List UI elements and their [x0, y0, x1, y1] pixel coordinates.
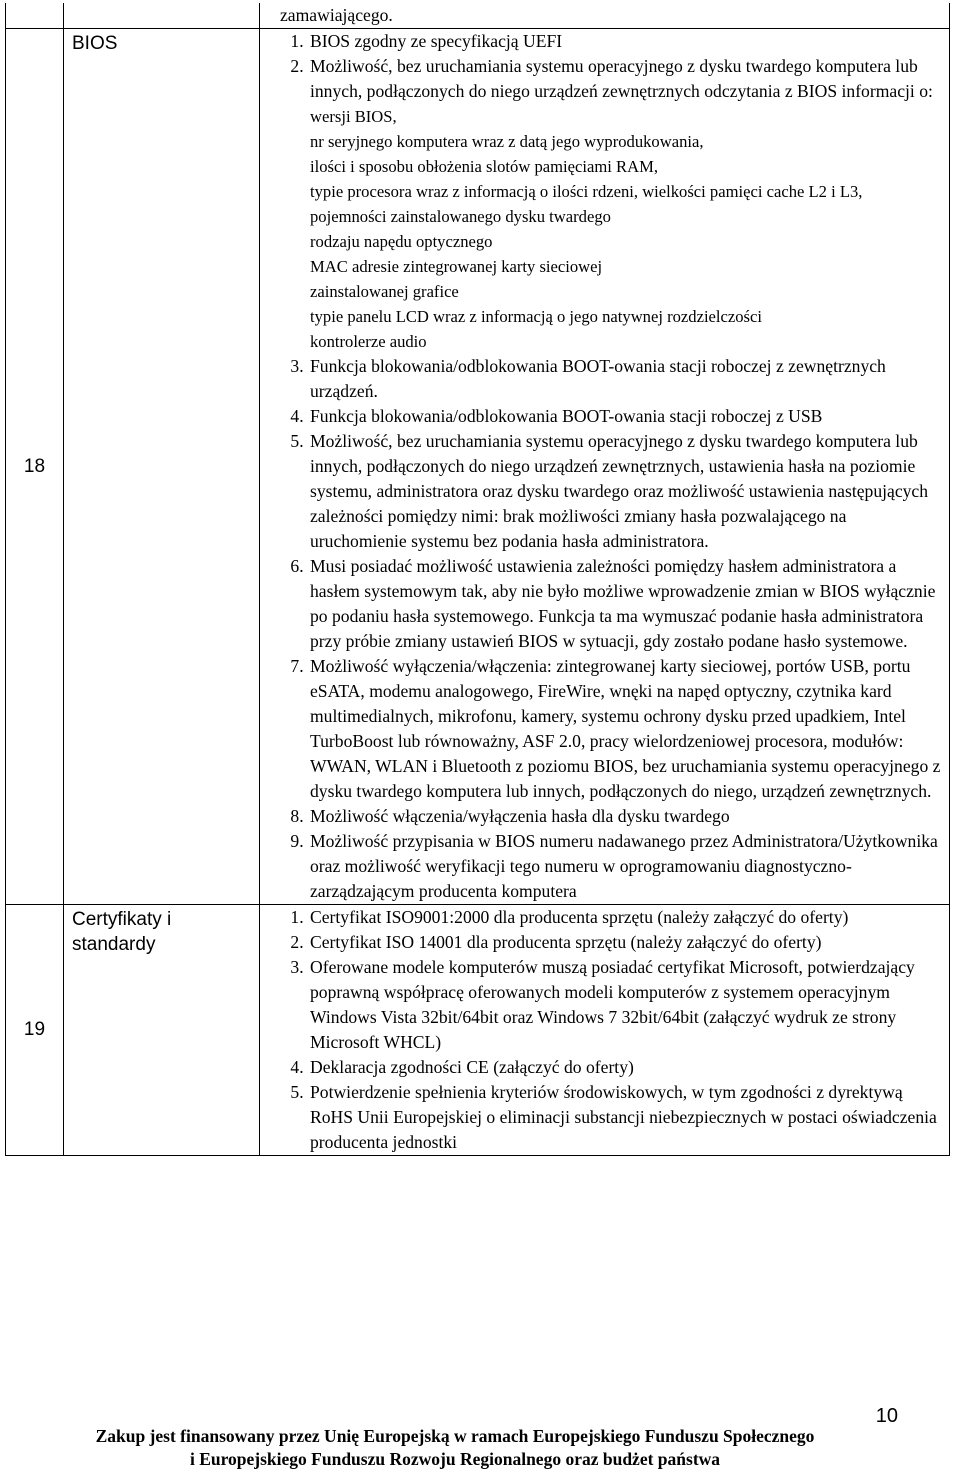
table-row — [6, 29, 950, 905]
list-subitem: typie panelu LCD wraz z informacją o jego natywnej rozdzielczości — [310, 307, 762, 326]
list-item-text: Możliwość włączenia/wyłączenia hasła dla dysku twardego — [310, 806, 730, 826]
list-subitem: typie procesora wraz z informacją o ilości rdzeni, wielkości pamięci cache L2 i L3, — [310, 182, 863, 201]
list-item — [308, 429, 943, 554]
list-item-text: Możliwość przypisania w BIOS numeru nadawanego przez Administratora/Użytkownika oraz możliwość weryfikacji tego numeru w oprogramowaniu diagnostyczno-zarządzającym producenta komputera — [310, 831, 938, 901]
row-number: 18 — [6, 29, 64, 905]
list-item — [308, 804, 943, 829]
list-item — [308, 955, 943, 1055]
list-item-text: Deklaracja zgodności CE (załączyć do oferty) — [310, 1057, 634, 1077]
list-subitem: MAC adresie zintegrowanej karty sieciowej — [310, 257, 603, 276]
footer-line-1: Zakup jest finansowany przez Unię Europejską w ramach Europejskiego Funduszu Społecznego — [95, 1426, 815, 1446]
list-subitem: pojemności zainstalowanego dysku twardego — [310, 207, 611, 226]
list-item-text: Oferowane modele komputerów muszą posiadać certyfikat Microsoft, potwierdzający poprawną współpracę oferowanych modeli komputerów z systemem operacyjnym Windows Vista 32bit/64bit oraz Windows 7 32bit/64bit (załączyć wydruk ze strony Microsoft WHCL) — [310, 957, 915, 1052]
footer-line-2: i Europejskiego Funduszu Rozwoju Regionalnego oraz budżet państwa — [189, 1449, 721, 1469]
list-item — [308, 905, 943, 930]
row-name: BIOS — [64, 29, 260, 905]
list-subitem: ilości i sposobu obłożenia slotów pamięciami RAM, — [310, 157, 658, 176]
list-item — [308, 930, 943, 955]
list-item-text: Certyfikat ISO 14001 dla producenta sprzętu (należy załączyć do oferty) — [310, 932, 822, 952]
cell-number-empty — [6, 3, 64, 29]
list-item — [308, 1080, 943, 1155]
list-item — [308, 29, 943, 54]
row-number: 19 — [6, 905, 64, 1156]
cell-name-empty — [64, 3, 260, 29]
list-item-text: Funkcja blokowania/odblokowania BOOT-owania stacji roboczej z USB — [310, 406, 823, 426]
table-row — [6, 905, 950, 1156]
list-item — [308, 354, 943, 404]
row-name: Certyfikaty i standardy — [64, 905, 260, 1156]
list-subitem: zainstalowanej grafice — [310, 282, 459, 301]
list-subitem: kontrolerze audio — [310, 332, 427, 351]
list-item — [308, 829, 943, 904]
prev-fragment: zamawiającego. — [280, 5, 393, 25]
list-item — [308, 1055, 943, 1080]
list-item-text: Możliwość wyłączenia/włączenia: zintegrowanej karty sieciowej, portów USB, portu eSATA, modemu analogowego, FireWire, wnęki na napęd optyczny, czytnika kard multimedialnych, mikrofonu, kamery, systemu ochrony dysku przed upadkiem, Intel TurboBoost lub równoważny, ASF 2.0, pracy wielordzeniowej procesora, modułów: WWAN, WLAN i Bluetooth z poziomu BIOS, bez uruchamiania systemu operacyjnego z dysku twardego komputera lub innych, podłączonych do niego, urządzeń zewnętrznych. — [310, 656, 941, 801]
row-description — [260, 29, 950, 905]
list-item-text: Musi posiadać możliwość ustawienia zależności pomiędzy hasłem administratora a hasłem systemowym tak, aby nie było możliwe wprowadzenie zmian w BIOS wyłącznie po podaniu hasła systemowego. Funkcja ta ma wymuszać podanie hasła administratora przy próbie zmiany ustawień BIOS w sytuacji, gdy zostało podane hasło systemowe. — [310, 556, 936, 651]
specification-table — [5, 3, 950, 1156]
list-item — [308, 404, 943, 429]
list-item-text: Potwierdzenie spełnienia kryteriów środowiskowych, w tym zgodności z dyrektywą RoHS Unii Europejskiej o eliminacji substancji niebezpiecznych w postaci oświadczenia producenta jednostki — [310, 1082, 937, 1152]
list-item-text: Funkcja blokowania/odblokowania BOOT-owania stacji roboczej z zewnętrznych urządzeń. — [310, 356, 886, 401]
list-item — [308, 554, 943, 654]
list-subitem: nr seryjnego komputera wraz z datą jego wyprodukowania, — [310, 132, 704, 151]
list-item-text: Certyfikat ISO9001:2000 dla producenta sprzętu (należy załączyć do oferty) — [310, 907, 849, 927]
list-item-text: Możliwość, bez uruchamiania systemu operacyjnego z dysku twardego komputera lub innych, podłączonych do niego urządzeń zewnętrznych, ustawienia hasła na poziomie systemu, administratora oraz dysku twardego oraz możliwość ustawienia następujących zależności pomiędzy nimi: brak możliwości zmiany hasła pozwalającego na uruchomienie systemu bez podania hasła administratora. — [310, 431, 929, 551]
footer — [0, 1425, 910, 1471]
page-number: 10 — [875, 1405, 898, 1427]
list-subitem: rodzaju napędu optycznego — [310, 232, 493, 251]
list-subitem: wersji BIOS, — [310, 107, 397, 126]
list-item-text: BIOS zgodny ze specyfikacją UEFI — [310, 31, 563, 51]
list-item — [308, 654, 943, 804]
cell-description — [260, 3, 950, 29]
row-description — [260, 905, 950, 1156]
requirements-list — [260, 29, 943, 904]
list-item — [308, 54, 943, 354]
table-row-continuation — [6, 3, 950, 29]
list-item-text: Możliwość, bez uruchamiania systemu operacyjnego z dysku twardego komputera lub innych, podłączonych do niego urządzeń zewnętrznych odczytania z BIOS informacji o: — [310, 56, 933, 101]
requirements-list — [260, 905, 943, 1155]
